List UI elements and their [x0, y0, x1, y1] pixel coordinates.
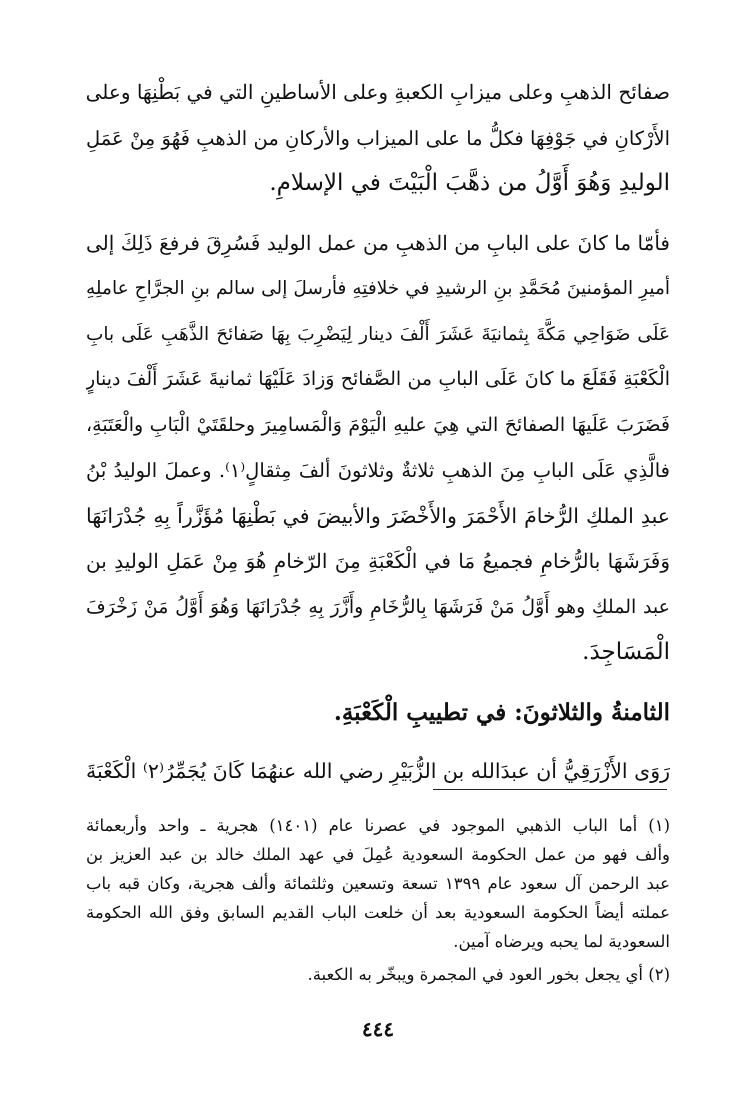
footnote-line: عبد الرحمن آل سعود عام ١٣٩٩ تسعة وتسعين وثلثمائة وألف هجرية، وكان قبه باب: [86, 874, 670, 893]
text-line: فالَّذِي عَلَى البابِ مِنَ الذهبِ ثلاثةٌ وثلاثونَ ألفَ مِثقالٍ⁽١⁾. وعملَ الوليدُ بْنُ: [86, 459, 670, 482]
paragraph-gap: [86, 735, 670, 749]
text-line: الأَرْكانِ في جَوْفِهَا فكلُّ ما على الميزاب والأركانِ من الذهبِ فَهُوَ مِنْ عَمَلِ: [86, 126, 670, 150]
text-line: عبدِ الملكِ الرُّخامَ الأَحْمَرَ والأَخْضَرَ والأبيضَ في بَطْنِهَا مُؤَزَّراً بِهِ جُدْرَانَهَا: [86, 503, 670, 528]
paragraph-gap: [86, 207, 670, 221]
paragraph-3: [86, 749, 670, 795]
main-text: [86, 70, 670, 795]
text-line: أميرِ المؤمنينَ مُحَمَّدِ بنِ الرشيدِ في خلافتِهِ فأرسلَ إلى سالم بنِ الجرَّاحِ عاملِهِ: [86, 278, 670, 299]
footnote-separator: [433, 789, 667, 790]
footnote-line: وألف فهو من عمل الحكومة السعودية عُمِلَ في عهد الملك خالد بن عبد العزيز بن: [86, 845, 670, 864]
text-line: رَوَى الأَزْرَقِيُّ أن عبدَالله بن الزُّبَيْرِ رضي الله عنهُمَا كَانَ يُجَمِّرُ⁽٢⁾ الْكَعْبَةَ: [86, 759, 670, 783]
text-line: وَفَرَشَهَا بالرُّخامِ فجميعُ مَا في الْكَعْبَةِ مِنَ الرّخامِ هُوَ مِنْ عَمَلِ الوليدِ بن: [86, 549, 670, 573]
paragraph-2: [86, 221, 670, 676]
text-line: الوليدِ وَهُوَ أَوَّلُ من ذهَّبَ الْبَيْتَ في الإسلامِ.: [269, 170, 670, 196]
text-line: فَضَرَبَ عَلَيهَا الصفائحَ التي هِيَ عليهِ الْيَوْمَ وَالْمَسامِيرَ وحلقَتَيْ الْبَابِ والْعَتَبَةِ،: [86, 413, 670, 436]
text-line: فأمّا ما كانَ على البابِ من الذهبِ من عمل الوليد فَسُرِقَ فرفعَ ذَلِكَ إلى: [86, 230, 670, 255]
footnote-line: السعودية لما يحبه ويرضاه آمين.: [453, 932, 670, 951]
text-line: عبد الملكِ وهو أَوَّلُ مَنْ فَرَشَهَا بِالرُّخَامِ وأَزَّرَ بِهِ جُدْرَانَهَا وَهُوَ أَوَّلُ مَنْ زَخْرَفَ: [86, 595, 670, 618]
footnote-1: [86, 811, 670, 956]
text-line: عَلَى ضَوَاحِي مَكَّةَ بِثمانيَةَ عَشَرَ أَلْفَ دينار لِيَضْرِبَ بِهَا صَفائحَ الذَّهَبِ عَلَى بابِ: [86, 323, 670, 345]
footnote-2: (٢) أي يجعل بخور العود في المجمرة ويبخّر به الكعبة.: [307, 965, 670, 984]
paragraph-gap: [86, 676, 670, 690]
footnote-line: عملته أيضاً الحكومة السعودية بعد أن خلعت الباب القديم السابق وفق الله الحكومة: [86, 903, 670, 922]
text-line: الْمَسَاجِدَ.: [582, 639, 670, 665]
paragraph-1: [86, 70, 670, 207]
text-line: الْكَعْبَةِ فَقَلَعَ ما كانَ عَلَى البابِ من الصَّفائح وَزادَ عَلَيْهَا ثمانيةَ عَشَرَ أَلْفَ دينارٍ: [86, 368, 670, 390]
footnotes: [86, 811, 670, 989]
page-number: ٤٤٤: [361, 1017, 395, 1041]
section-heading: الثامنةُ والثلاثونَ: في تطييبِ الْكَعْبَةِ.: [333, 698, 670, 726]
footnote-line: (١) أما الباب الذهبي الموجود في عصرنا عام (١٤٠١) هجرية ـ واحد وأربعمائة: [86, 816, 670, 835]
text-line: صفائح الذهبِ وعلى ميزابِ الكعبةِ وعلى الأساطينِ التي في بَطْنِهَا وعلى: [86, 80, 670, 104]
